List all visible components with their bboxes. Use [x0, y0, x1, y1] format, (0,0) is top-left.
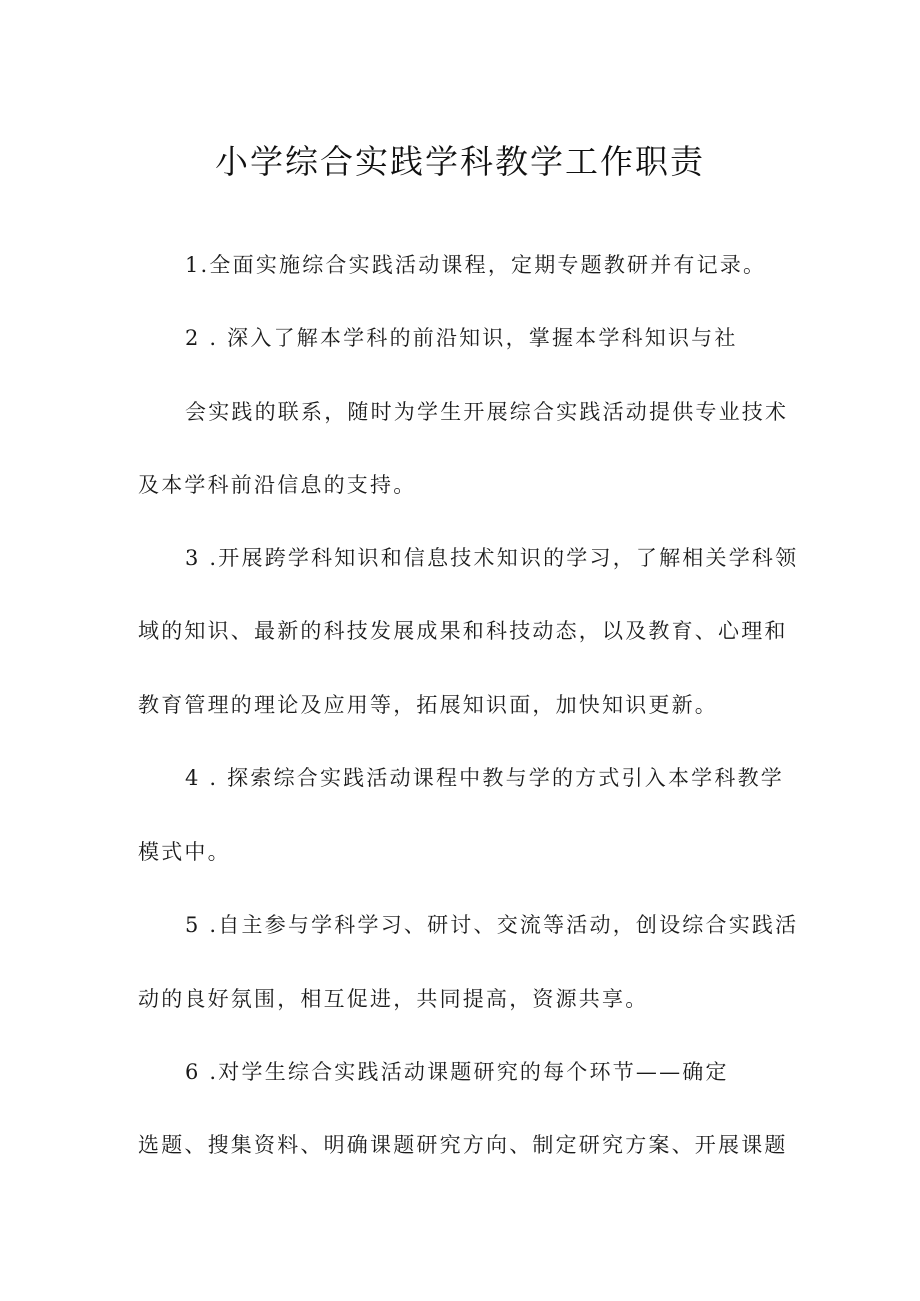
- paragraph-line-12: 6 .对学生综合实践活动课题研究的每个环节——确定: [185, 1060, 729, 1084]
- paragraph-line-4: 及本学科前沿信息的支持。: [138, 473, 417, 497]
- paragraph-line-10: 5 .自主参与学科学习、研讨、交流等活动，创设综合实践活: [185, 913, 799, 937]
- paragraph-line-3: 会实践的联系，随时为学生开展综合实践活动提供专业技术: [185, 400, 789, 424]
- paragraph-line-5: 3 .开展跨学科知识和信息技术知识的学习，了解相关学科领: [185, 546, 799, 570]
- paragraph-line-9: 模式中。: [138, 840, 231, 864]
- paragraph-line-7: 教育管理的理论及应用等，拓展知识面，加快知识更新。: [138, 693, 718, 717]
- paragraph-line-2: 2 . 深入了解本学科的前沿知识，掌握本学科知识与社: [185, 326, 738, 350]
- paragraph-line-8: 4 . 探索综合实践活动课程中教与学的方式引入本学科教学: [185, 766, 784, 790]
- paragraph-line-1: 1.全面实施综合实践活动课程，定期专题教研并有记录。: [185, 253, 767, 277]
- paragraph-line-6: 域的知识、最新的科技发展成果和科技动态，以及教育、心理和: [138, 619, 788, 643]
- paragraph-line-11: 动的良好氛围，相互促进，共同提高，资源共享。: [138, 987, 649, 1011]
- paragraph-line-13: 选题、搜集资料、明确课题研究方向、制定研究方案、开展课题: [138, 1133, 788, 1157]
- page-title: 小学综合实践学科教学工作职责: [215, 142, 705, 181]
